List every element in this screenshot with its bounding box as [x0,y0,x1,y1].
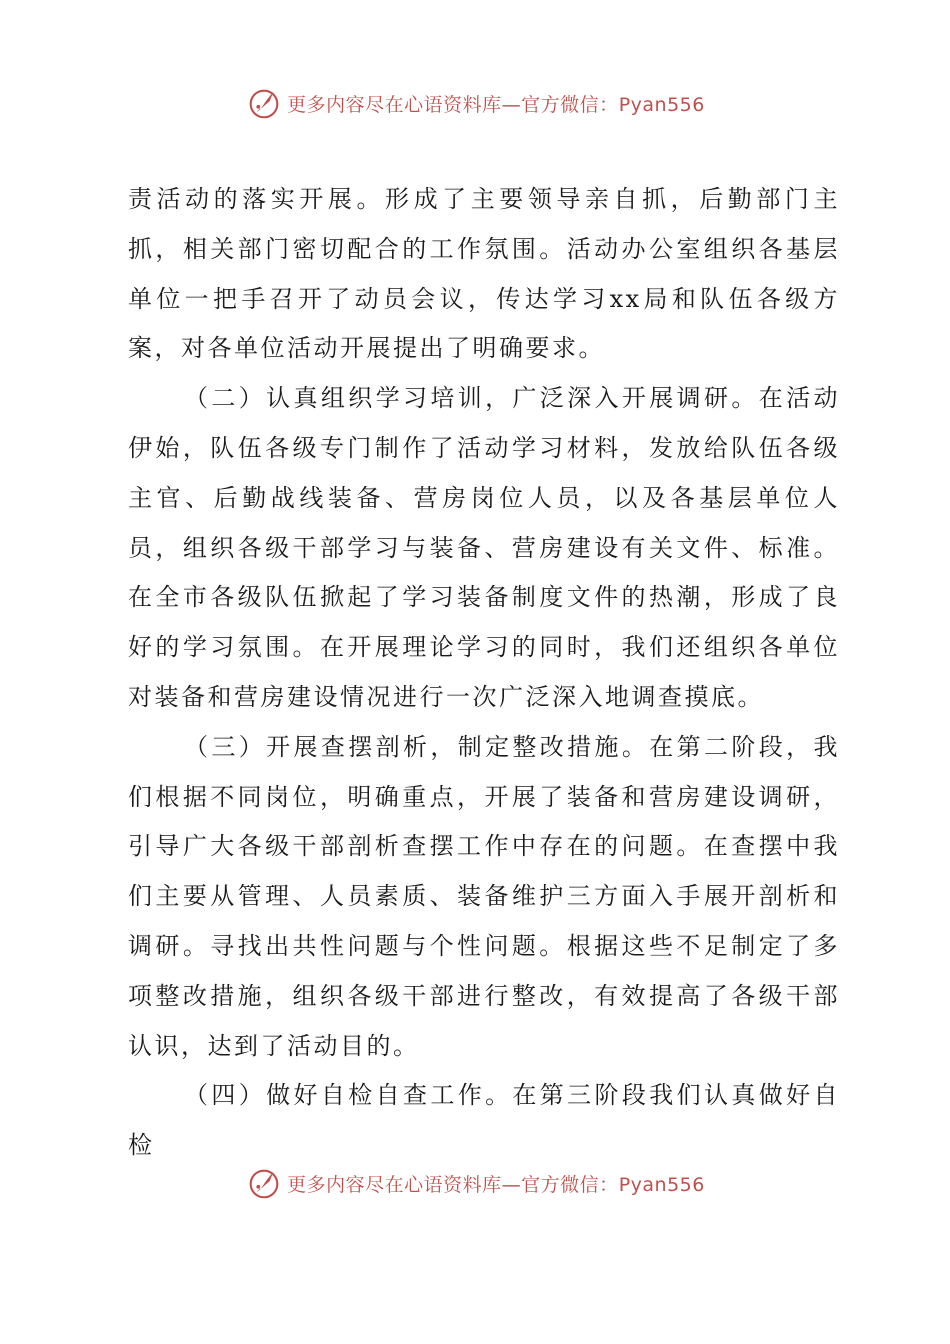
document-body [128,175,840,1171]
paragraph-4: （四）做好自检自查工作。在第三阶段我们认真做好自检 [128,1081,840,1160]
banner-text: 更多内容尽在心语资料库—官方微信：Pyan556 [287,93,705,116]
paragraph-2: （二）认真组织学习培训，广泛深入开展调研。在活动伊始，队伍各级专门制作了活动学习材料，发放给队伍各级主官、后勤战线装备、营房岗位人员，以及各基层单位人员，组织各级干部学习与装备、营房建设有关文件、标准。在全市各级队伍掀起了学习装备制度文件的热潮，形成了良好的学习氛围。在开展理论学习的同时，我们还组织各单位对装备和营房建设情况进行一次广泛深入地调查摸底。 [128,384,840,711]
quill-seal-icon [245,84,283,122]
header-banner [0,83,950,123]
quill-seal-icon [245,1164,283,1202]
footer-banner [0,1163,950,1203]
paragraph-1: 责活动的落实开展。形成了主要领导亲自抓，后勤部门主抓，相关部门密切配合的工作氛围。活动办公室组织各基层单位一把手召开了动员会议，传达学习xx局和队伍各级方案，对各单位活动开展提出了明确要求。 [128,185,840,363]
banner-text: 更多内容尽在心语资料库—官方微信：Pyan556 [287,1173,705,1196]
paragraph-3: （三）开展查摆剖析，制定整改措施。在第二阶段，我们根据不同岗位，明确重点，开展了装备和营房建设调研，引导广大各级干部剖析查摆工作中存在的问题。在查摆中我们主要从管理、人员素质、装备维护三方面入手展开剖析和调研。寻找出共性问题与个性问题。根据这些不足制定了多项整改措施，组织各级干部进行整改，有效提高了各级干部认识，达到了活动目的。 [128,732,840,1060]
